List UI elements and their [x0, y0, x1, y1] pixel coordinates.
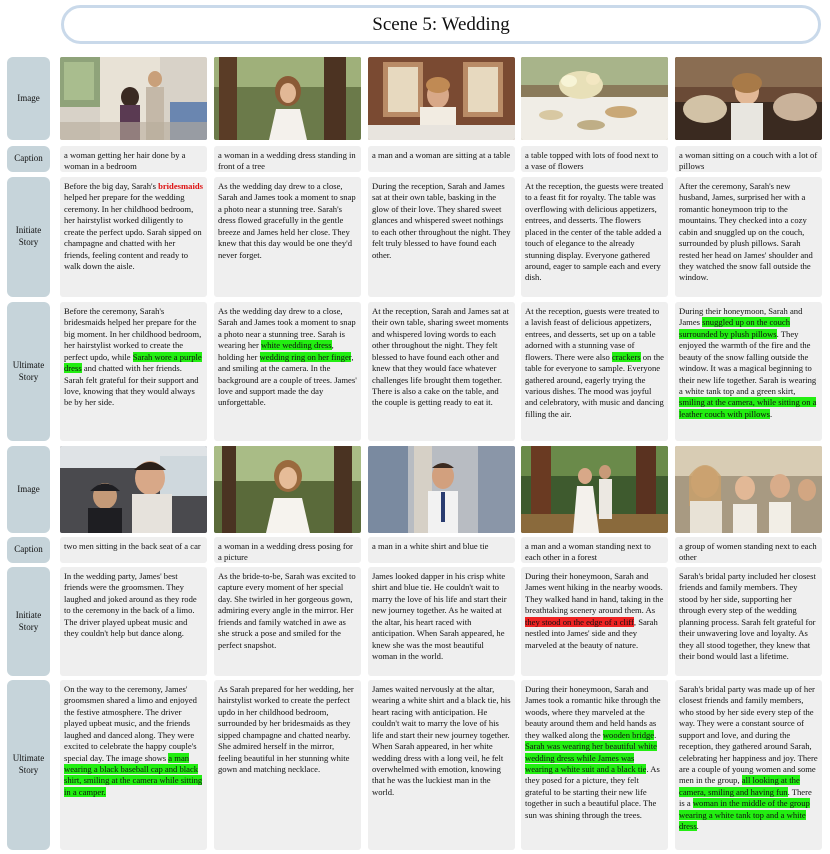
ultimate-bottom-2: As Sarah prepared for her wedding, her hairstylist worked to create the perfect updo in her childhood bedroom, surrounded by her bridesmaids as they sipped champagne and chatted nearby. She admired herself in the mirror, feeling beautiful in her stunning white gown and matching necklace.	[214, 680, 361, 850]
highlight-green: a man wearing a black baseball cap and black shirt, smiling at the camera while sitting in a camper.	[64, 752, 203, 797]
row-label-image-top: Image	[7, 57, 50, 140]
image-couple-table	[368, 57, 515, 140]
initiate-top-4: At the reception, the guests were treated to a feast fit for royalty. The table was overflowing with delicious appetizers, entrees, and desserts. The flowers placed in the center of the table added a touch of elegance to the already stunning display. Everyone gathered around, eager to sample each and every dish.	[521, 177, 668, 297]
row-label-caption-bottom: Caption	[7, 537, 50, 563]
highlight-green: Sarah was wearing her beautiful white wedding dress while James was wearing a white suit and a black tie	[525, 741, 657, 774]
image-man-white-shirt	[368, 446, 515, 533]
highlight-green: crackers	[611, 351, 641, 362]
caption-bottom-3: a man in a white shirt and blue tie	[368, 537, 515, 563]
ultimate-bottom-5: Sarah's bridal party was made up of her closest friends and family members, who stood by her side every step of the way. They were a constant source of support and love, and during the reception, they gathered around Sarah, celebrating her happiness and joy. There are a couple of young women and some men in the group, all looking at the camera, smiling and having fun. There is a woman in the middle of the group wearing a white tank top and a white dress.	[675, 680, 822, 850]
highlight-green: smiling at the camera, while sitting on a leather couch with pillows	[679, 397, 817, 419]
image-couple-forest	[521, 446, 668, 533]
highlight-green: all looking at the camera, smiling and having fun	[679, 775, 800, 797]
scene-title: Scene 5: Wedding	[61, 5, 821, 44]
caption-bottom-5: a group of women standing next to each other	[675, 537, 822, 563]
image-hair-done	[60, 57, 207, 140]
ultimate-top-5: During their honeymoon, Sarah and James snuggled up on the couch surrounded by plush pillows. They enjoyed the warmth of the fire and the beauty of the snow falling outside the window. It was a magical beginning to their new life together. Sarah is wearing a white tank top and a green skirt, smiling at the camera, while sitting on a leather couch with pillows.	[675, 302, 822, 441]
initiate-top-5: After the ceremony, Sarah's new husband, James, surprised her with a romantic honeymoon trip to the mountains. They checked into a cozy cabin and snuggled up on the couch, surrounded by plush pillows. Sarah rested her head on James' shoulder and they watched the snow fall outside the window.	[675, 177, 822, 297]
row-label-initiate-top: Initiate Story	[7, 177, 50, 297]
row-label-caption-top: Caption	[7, 146, 50, 172]
ultimate-bottom-4: During their honeymoon, Sarah and James took a romantic hike through the woods, where they marveled at the beauty around them and held hands as they walked along the wooden bridge. Sarah was wearing her beautiful white wedding dress while James was wearing a white suit and a black tie. As they posed for a picture, they felt grateful to be starting their new life together in such a beautiful place. The sun was shining through the trees.	[521, 680, 668, 850]
row-label-initiate-bottom: Initiate Story	[7, 567, 50, 676]
caption-bottom-1: two men sitting in the back seat of a car	[60, 537, 207, 563]
initiate-top-2: As the wedding day drew to a close, Sarah and James took a moment to snap a photo near a stunning tree. Sarah's dress flowed gracefully in the gentle breeze and James held her close. They knew that this day would be one they'd never forget.	[214, 177, 361, 297]
highlight-green: wedding ring on her finger	[259, 351, 352, 362]
ultimate-bottom-3: James waited nervously at the altar, wearing a white shirt and a black tie, his heart racing with anticipation. He couldn't wait to marry the love of his life and start their new journey together. When Sarah appeared, in her white wedding dress with a long veil, he felt overwhelmed with emotion, knowing that he was the luckiest man in the world.	[368, 680, 515, 850]
row-label-image-bottom: Image	[7, 446, 50, 533]
caption-top-5: a woman sitting on a couch with a lot of pillows	[675, 146, 822, 172]
initiate-bottom-2: As the bride-to-be, Sarah was excited to capture every moment of her special day. She twirled in her gorgeous gown, admiring every angle in the mirror. Her friends and family watched in awe as she struck a pose and smiled for the perfect snapshot.	[214, 567, 361, 676]
ultimate-top-1: Before the ceremony, Sarah's bridesmaids helped her prepare for the big moment. In her childhood bedroom, her hairstylist worked to create the perfect updo, while Sarah wore a purple dress and chatted with her friends. Sarah felt grateful for their support and love, knowing that they would always be by her side.	[60, 302, 207, 441]
row-label-ultimate-bottom: Ultimate Story	[7, 680, 50, 850]
image-wedding-dress-tree	[214, 57, 361, 140]
caption-bottom-2: a woman in a wedding dress posing for a picture	[214, 537, 361, 563]
ultimate-top-3: At the reception, Sarah and James sat at their own table, sharing sweet moments and whispered loving words to each other throughout the night. They felt blessed to have found each other and knew that they would face whatever challenges life brought them together. There is also a cake on the table, and the couple is getting ready to eat it.	[368, 302, 515, 441]
highlight-red: they stood on the edge of a cliff	[525, 616, 634, 627]
initiate-bottom-5: Sarah's bridal party included her closest friends and family members. They stood by her side, supporting her through every step of the wedding planning process. Sarah felt grateful for their unwavering love and loyalty. As they all stood together, they knew that their bond would last a lifetime.	[675, 567, 822, 676]
ultimate-bottom-1: On the way to the ceremony, James' groomsmen shared a limo and enjoyed the festive atmosphere. The driver played upbeat music, and the friends laughed and danced along. They were excited to celebrate the happy couple's special day. The image shows a man wearing a black baseball cap and black shirt, smiling at the camera while sitting in a camper.	[60, 680, 207, 850]
initiate-bottom-4: During their honeymoon, Sarah and James went hiking in the nearby woods. They walked hand in hand, taking in the breathtaking scenery around them. As they stood on the edge of a cliff, Sarah nestled into James' side and they marveled at the beauty of nature.	[521, 567, 668, 676]
highlight-green: Sarah wore a purple dress	[64, 351, 202, 374]
highlight-green: white wedding dress	[260, 340, 332, 351]
image-woman-couch	[675, 57, 822, 140]
highlight-green: snuggled up on the couch surrounded by plush pillows	[679, 317, 790, 339]
image-table-food	[521, 57, 668, 140]
keyword-bridesmaids: bridesmaids	[158, 181, 203, 191]
initiate-bottom-1: In the wedding party, James' best friends were the groomsmen. They laughed and joked around as they rode to the ceremony in the back of a limo. The driver played upbeat music and they couldn't help but dance along.	[60, 567, 207, 676]
highlight-green: wooden bridge	[602, 729, 655, 740]
caption-top-2: a woman in a wedding dress standing in front of a tree	[214, 146, 361, 172]
highlight-green: woman in the middle of the group wearing a white tank top and a white dress	[679, 798, 810, 832]
ultimate-top-4: At the reception, guests were treated to a lavish feast of delicious appetizers, entrees, and desserts, set up on a table adorned with a stunning vase of flowers. There were also crackers on the table for everyone to sample. Everyone gathered around, eagerly trying the various dishes. The mood was joyful and celebratory, with music and dancing filling the air.	[521, 302, 668, 441]
image-group-women	[675, 446, 822, 533]
caption-top-3: a man and a woman are sitting at a table	[368, 146, 515, 172]
initiate-top-1: Before the big day, Sarah's bridesmaids helped her prepare for the wedding ceremony. In her childhood bedroom, her hairstylist worked diligently to create the perfect updo. Sarah sipped on champagne and chatted with her friends, feeling content and ready to walk down the aisle.	[60, 177, 207, 297]
caption-top-4: a table topped with lots of food next to a vase of flowers	[521, 146, 668, 172]
initiate-top-3: During the reception, Sarah and James sat at their own table, basking in the glow of their love. They shared sweet glances and whispered sweet nothings to each other throughout the night. They felt truly blessed to have found each other.	[368, 177, 515, 297]
caption-top-1: a woman getting her hair done by a woman in a bedroom	[60, 146, 207, 172]
image-two-men-car	[60, 446, 207, 533]
row-label-ultimate-top: Ultimate Story	[7, 302, 50, 441]
caption-bottom-4: a man and a woman standing next to each other in a forest	[521, 537, 668, 563]
image-wedding-dress-pose	[214, 446, 361, 533]
initiate-bottom-3: James looked dapper in his crisp white shirt and blue tie. He couldn't wait to marry the love of his life and start their new journey together. As he waited at the altar, his heart raced with anticipation. When Sarah appeared, he knew she was the most beautiful woman in the world.	[368, 567, 515, 676]
ultimate-top-2: As the wedding day drew to a close, Sarah and James took a moment to snap a photo near a stunning tree. Sarah is wearing her white wedding dress, holding her wedding ring on her finger, and smiling at the camera. In the background are a couple of trees. James' love and support made the day unforgettable.	[214, 302, 361, 441]
